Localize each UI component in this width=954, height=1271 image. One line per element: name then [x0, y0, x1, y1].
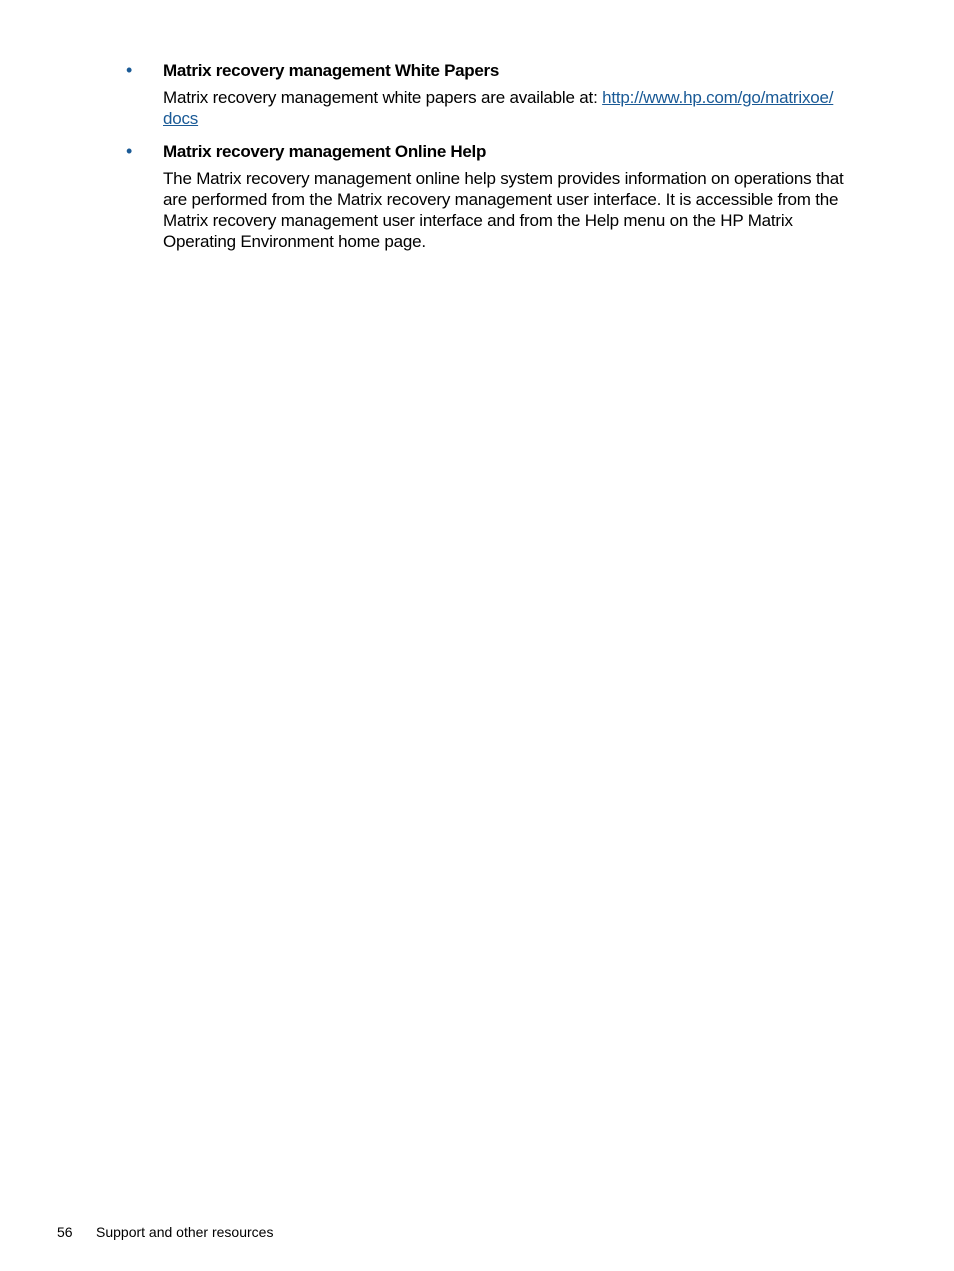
- item-title: Matrix recovery management Online Help: [163, 142, 487, 161]
- white-papers-link[interactable]: http://www.hp.com/go/matrixoe/: [602, 88, 834, 107]
- footer-section-title: Support and other resources: [96, 1224, 274, 1240]
- body-line: are performed from the Matrix recovery management user interface. It is accessible from the: [163, 190, 839, 209]
- body-text: Matrix recovery management white papers are available at:: [163, 88, 603, 107]
- body-line: The Matrix recovery management online help system provides information on operations that: [163, 169, 844, 188]
- item-body: [163, 87, 873, 129]
- page-number: 56: [57, 1224, 73, 1240]
- item-body: [163, 168, 873, 252]
- bullet-icon: •: [126, 141, 133, 161]
- body-line: [163, 87, 873, 108]
- bullet-icon: •: [126, 60, 133, 80]
- body-line: [163, 108, 873, 129]
- item-title: Matrix recovery management White Papers: [163, 61, 499, 80]
- page-footer: [57, 1222, 273, 1242]
- body-line: Operating Environment home page.: [163, 232, 426, 251]
- body-line: Matrix recovery management user interface and from the Help menu on the HP Matrix: [163, 211, 793, 230]
- white-papers-link-continued[interactable]: docs: [163, 109, 199, 128]
